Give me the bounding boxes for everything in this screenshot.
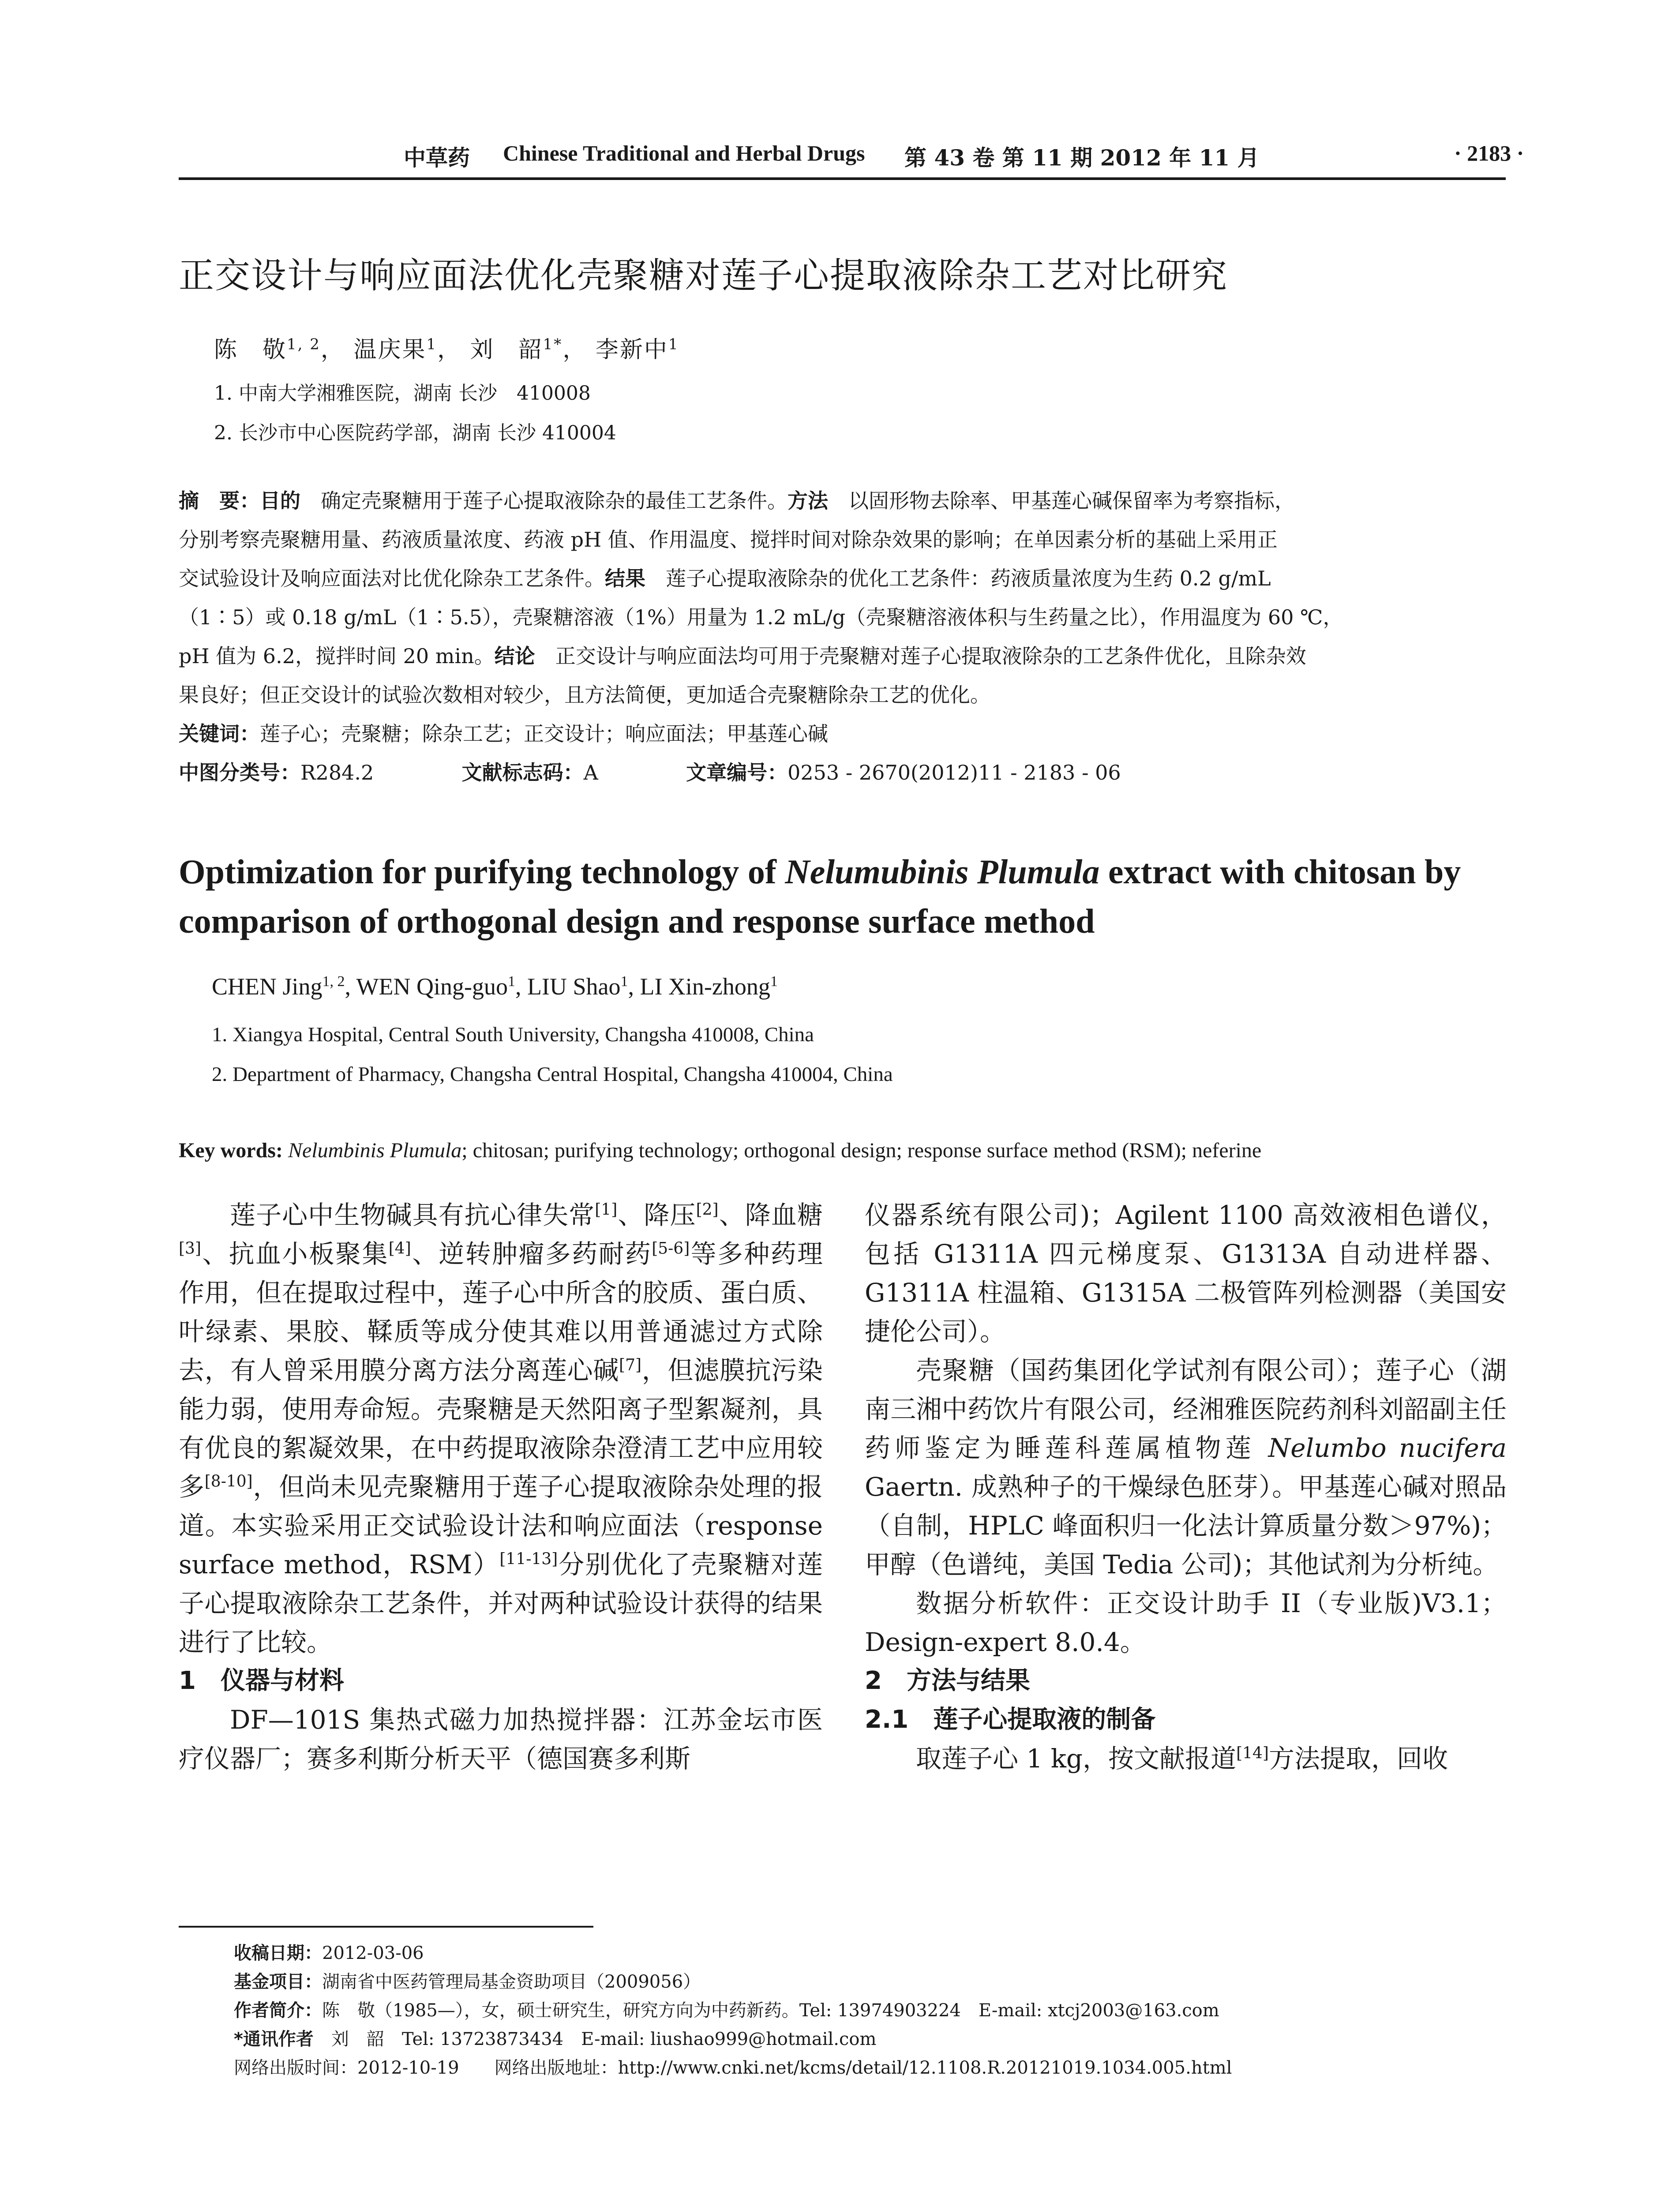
- body-paragraph: DF—101S 集热式磁力加热搅拌器：江苏金坛市医疗仪器厂；赛多利斯分析天平（德国赛多利斯: [179, 1705, 823, 1774]
- title-en-species: Nelumubinis Plumula: [785, 852, 1100, 891]
- abstract-objective: 确定壳聚糖用于莲子心提取液除杂的最佳工艺条件。: [321, 489, 788, 513]
- footnote-label: 网络出版时间：: [234, 2058, 357, 2078]
- authors-en: [212, 973, 778, 1000]
- citation: [4]: [388, 1239, 411, 1258]
- citation: [8-10]: [204, 1472, 253, 1491]
- footnote-text: 2012-03-06: [322, 1943, 424, 1963]
- body-paragraph: 仪器系统有限公司)；Agilent 1100 高效液相色谱仪，包括 G1311A 四元梯度泵、G1313A 自动进样器、G1311A 柱温箱、G1315A 二极管阵列检测器（美国安捷伦公司）。: [865, 1200, 1507, 1347]
- footnote-text: 湖南省中医药管理局基金资助项目（2009056）: [322, 1972, 701, 1992]
- body-text: 、降压: [617, 1200, 696, 1230]
- article-no-label: 文章编号：: [686, 761, 788, 784]
- section-heading: 2 方法与结果: [865, 1666, 1030, 1695]
- body-column-right: [865, 1196, 1507, 1778]
- keywords-en-species: Nelumbinis Plumula: [288, 1139, 462, 1162]
- author-separator: ,: [515, 973, 527, 1000]
- footnote-text: 2012-10-19: [357, 2058, 459, 2078]
- abstract-line: [179, 646, 1506, 666]
- footnote-fund: [234, 1968, 701, 1993]
- author-separator: ，: [437, 337, 462, 363]
- results-label: 结果: [605, 567, 645, 590]
- citation: [1]: [595, 1201, 618, 1219]
- body-column-left: [179, 1196, 823, 1778]
- author-name: 陈 敬: [214, 337, 287, 363]
- author-separator: ，: [562, 337, 587, 363]
- footnote-label: 基金项目：: [234, 1972, 322, 1992]
- abstract-methods: 以固形物去除率、甲基莲心碱保留率为考察指标，: [848, 489, 1295, 513]
- affiliation-cn: 2. 长沙市中心医院药学部，湖南 长沙 410004: [214, 422, 616, 444]
- keywords-label: 关键词：: [179, 722, 260, 746]
- author-name: LI Xin-zhong: [640, 973, 770, 1000]
- footnote-label: 网络出版地址：: [494, 2058, 618, 2078]
- title-en-text: extract with chitosan by comparison of orthogonal design and response surface method: [179, 852, 1461, 940]
- author-affil-mark: 1, 2: [322, 973, 345, 990]
- article-title-cn: 正交设计与响应面法优化壳聚糖对莲子心提取液除杂工艺对比研究: [179, 255, 1228, 296]
- body-text: 方法提取，回收: [1268, 1744, 1448, 1774]
- body-paragraph: 数据分析软件：正交设计助手 II（专业版)V3.1；Design-expert 8.0.4。: [865, 1588, 1507, 1657]
- journal-name-en: Chinese Traditional and Herbal Drugs: [503, 141, 865, 165]
- author-affil-mark: 1: [770, 973, 778, 990]
- author-affil-mark: 1: [507, 973, 515, 990]
- abstract-line: （1∶5）或 0.18 g/mL（1∶5.5），壳聚糖溶液（1%）用量为 1.2 mL/g（壳聚糖溶液体积与生药量之比），作用温度为 60 ℃，: [179, 605, 1343, 629]
- objective-label: 目的: [260, 489, 300, 513]
- footnote-link[interactable]: http://www.cnki.net/kcms/detail/12.1108.R.20121019.1034.005.html: [618, 2058, 1232, 2078]
- footnote-label: 收稿日期：: [234, 1943, 322, 1963]
- authors-cn: [214, 331, 679, 364]
- keywords-en-label: Key words:: [179, 1139, 283, 1162]
- body-text: Gaertn. 成熟种子的干燥绿色胚芽）。甲基莲心碱对照品（自制，HPLC 峰面积归一化法计算质量分数＞97%)；甲醇（色谱纯，美国 Tedia 公司)；其他试剂为分析纯。: [865, 1472, 1507, 1579]
- article-no-value: 0253 - 2670(2012)11 - 2183 - 06: [788, 761, 1121, 784]
- footnote-text: 陈 敬（1985—），女，硕士研究生，研究方向为中药新药。Tel: 13974903224 E-mail: xtcj2003@163.com: [322, 2000, 1219, 2021]
- author-name: 刘 韶: [470, 337, 543, 363]
- affiliation-en: 1. Xiangya Hospital, Central South University, Changsha 410008, China: [212, 1023, 814, 1046]
- section-heading: 1 仪器与材料: [179, 1666, 344, 1695]
- author-affil-mark: 1*: [543, 335, 563, 353]
- body-text: ，但尚未见壳聚糖用于莲子心提取液除杂处理的报道。本实验采用正交试验设计法和响应面法（response surface method，RSM）: [179, 1472, 823, 1579]
- doc-code-label: 文献标志码：: [461, 761, 584, 784]
- keywords-cn-list: 莲子心；壳聚糖；除杂工艺；正交设计；响应面法；甲基莲心碱: [260, 722, 828, 746]
- body-paragraph: [865, 1351, 1507, 1584]
- clc-value: R284.2: [300, 761, 374, 784]
- clc-label: 中图分类号：: [179, 761, 300, 784]
- body-text: 、抗血小板聚集: [201, 1239, 389, 1269]
- footnote-text: 刘 韶 Tel: 13723873434 E-mail: liushao999@hotmail.com: [331, 2029, 877, 2049]
- page-number: · 2183 ·: [1454, 141, 1524, 165]
- body-text: 分别优化了壳聚糖对莲子心提取液除杂工艺条件，并对两种试验设计获得的结果进行了比较。: [179, 1549, 823, 1657]
- footnote-label: *通讯作者: [234, 2029, 314, 2049]
- body-text: 莲子心中生物碱具有抗心律失常: [230, 1200, 595, 1230]
- author-affil-mark: 1: [426, 335, 438, 353]
- author-separator: ,: [628, 973, 640, 1000]
- abstract-results: 莲子心提取液除杂的优化工艺条件：药液质量浓度为生药 0.2 g/mL: [666, 567, 1271, 590]
- citation: [5-6]: [652, 1239, 690, 1258]
- affiliation-cn: 1. 中南大学湘雅医院，湖南 长沙 410008: [214, 382, 591, 405]
- citation: [7]: [619, 1356, 642, 1374]
- author-separator: ,: [345, 973, 356, 1000]
- footnote-received: [234, 1939, 424, 1964]
- author-name: WEN Qing-guo: [356, 973, 508, 1000]
- journal-name-cn: 中草药: [404, 145, 470, 171]
- methods-label: 方法: [788, 489, 828, 513]
- body-text: 、逆转肿瘤多药耐药: [411, 1239, 652, 1269]
- footnote-rule: [179, 1926, 593, 1928]
- doc-code-value: A: [583, 761, 598, 784]
- author-name: 温庆果: [353, 337, 427, 363]
- footnote-label: 作者简介：: [234, 2000, 322, 2021]
- abstract-conclusion: 正交设计与响应面法均可用于壳聚糖对莲子心提取液除杂的工艺条件优化，且除杂效: [555, 644, 1306, 668]
- abstract-text: 交试验设计及响应面法对比优化除杂工艺条件。: [179, 567, 605, 590]
- body-paragraph: [865, 1739, 1507, 1778]
- body-text: 取莲子心 1 kg，按文献报道: [916, 1744, 1237, 1774]
- abstract-line: 果良好；但正交设计的试验次数相对较少，且方法简便，更加适合壳聚糖除杂工艺的优化。: [179, 683, 990, 707]
- author-name: CHEN Jing: [212, 973, 322, 1000]
- author-affil-mark: 1: [620, 973, 628, 990]
- footnote-author: [234, 1996, 1219, 2022]
- article-title-en: [179, 847, 1507, 946]
- abstract-line: 分别考察壳聚糖用量、药液质量浓度、药液 pH 值、作用温度、搅拌时间对除杂效果的影响；在单因素分析的基础上采用正: [179, 528, 1278, 552]
- author-name: 李新中: [595, 337, 668, 363]
- keywords-en: [179, 1138, 1261, 1163]
- header-rule: [179, 177, 1506, 180]
- body-text: 等多种药理作用，但在提取过程中，莲子心中所含的胶质、蛋白质、叶绿素、果胶、鞣质等成分使其难以用普通滤过方式除去，有人曾采用膜分离方法分离莲心碱: [179, 1239, 823, 1385]
- body-text: 壳聚糖（国药集团化学试剂有限公司）；莲子心（湖南三湘中药饮片有限公司，经湘雅医院药剂科刘韶副主任药师鉴定为睡莲科莲属植物莲: [865, 1355, 1507, 1463]
- title-en-text: Optimization for purifying technology of: [179, 852, 785, 891]
- author-separator: ，: [320, 337, 345, 363]
- keywords-en-list: ; chitosan; purifying technology; orthogonal design; response surface method (RSM); neferine: [461, 1139, 1262, 1162]
- subsection-heading: 2.1 莲子心提取液的制备: [865, 1705, 1156, 1734]
- body-text: ，但滤膜抗污染能力弱，使用寿命短。壳聚糖是天然阳离子型絮凝剂，具有优良的絮凝效果，在中药提取液除杂澄清工艺中应用较多: [179, 1355, 823, 1502]
- author-affil-mark: 1, 2: [287, 335, 321, 353]
- citation: [2]: [696, 1201, 719, 1219]
- conclusion-label: 结论: [494, 644, 535, 668]
- abstract-label: 摘 要：: [179, 489, 260, 513]
- keywords-cn: [179, 724, 1506, 744]
- author-name: LIU Shao: [527, 973, 621, 1000]
- citation: [11-13]: [499, 1550, 558, 1568]
- abstract-text: pH 值为 6.2，搅拌时间 20 min。: [179, 644, 495, 668]
- journal-issue: 第 43 卷 第 11 期 2012 年 11 月: [904, 145, 1260, 171]
- abstract-line: [179, 491, 1506, 511]
- author-affil-mark: 1: [668, 335, 679, 353]
- abstract-line: [179, 568, 1506, 589]
- footnote-corresponding: [234, 2025, 876, 2050]
- species-name: Nelumbo nucifera: [1268, 1433, 1507, 1463]
- classification-line: [179, 762, 1506, 783]
- body-paragraph: [179, 1196, 823, 1662]
- citation: [14]: [1236, 1744, 1269, 1763]
- affiliation-en: 2. Department of Pharmacy, Changsha Central Hospital, Changsha 410004, China: [212, 1063, 893, 1086]
- footnote-online: [234, 2054, 1232, 2079]
- citation: [3]: [179, 1239, 201, 1258]
- body-text: 、降血糖: [718, 1200, 823, 1230]
